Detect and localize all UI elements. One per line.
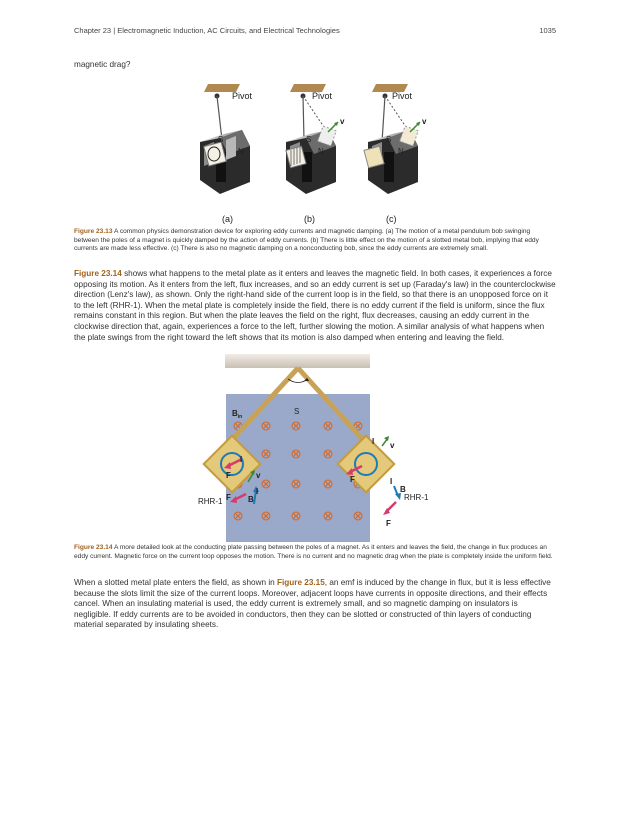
south-label-a: S — [218, 135, 224, 144]
figure-23-13-caption — [74, 228, 556, 254]
force-label-left-2: F — [226, 493, 231, 502]
part-label-b: (b) — [304, 214, 315, 224]
figure-23-14 — [190, 354, 440, 544]
current-label-left-2: I — [256, 487, 259, 496]
velocity-label-b: v — [340, 117, 345, 126]
north-label-c: N — [398, 147, 404, 156]
rhr-label-right: RHR-1 — [404, 493, 429, 502]
paragraph-1-text: shows what happens to the metal plate as it enters and leaves the magnetic field. In both cases, it experiences a force opposing its motion. As it enters from the left, flux increases, and so an eddy current is set up (Faraday's law) in the counterclockwise direction (Lenz's law), as shown. Only the right-hand side of the current loop is in the field, so that there is an unopposed force on it to the left (RHR-1). When the metal plate is completely inside the field, there is no eddy current if the field is uniform, since the flux remains constant in this region. But when the plate leaves the field on the right, flux decreases, causing an eddy current in the clockwise direction that, again, experiences a force to the left, further slowing the motion. A similar analysis of what happens when the plate swings from the right toward the left shows that its motion is also damped when entering and leaving the field. — [74, 269, 556, 342]
velocity-label-left: v — [256, 471, 261, 480]
field-subscript: in — [237, 414, 243, 420]
field-label-right: B — [400, 485, 406, 494]
pendulum-a — [200, 84, 253, 224]
page-header — [74, 26, 556, 35]
page-number: 1035 — [539, 26, 556, 35]
pendulum-b — [286, 84, 345, 224]
figure-23-15-link[interactable]: Figure 23.15 — [276, 578, 325, 587]
current-label-left: I — [240, 455, 243, 464]
force-label-right-2: F — [386, 519, 391, 528]
figure-23-13 — [190, 82, 440, 226]
figure-label: Figure 23.14 — [74, 544, 113, 551]
chapter-title: Chapter 23 | Electromagnetic Induction, AC Circuits, and Electrical Technologies — [74, 26, 340, 35]
part-label-c: (c) — [386, 214, 397, 224]
intro-text: magnetic drag? — [74, 60, 131, 69]
velocity-label-right: v — [390, 441, 395, 450]
north-label-b: N — [318, 147, 324, 156]
pivot-label-c: Pivot — [392, 91, 413, 101]
paragraph-1 — [74, 269, 556, 343]
paragraph-2-before: When a slotted metal plate enters the field, as shown in — [74, 578, 277, 587]
field-symbol: B — [232, 409, 238, 418]
part-label-a: (a) — [222, 214, 233, 224]
pivot-label-b: Pivot — [312, 91, 333, 101]
current-label-right: I — [372, 437, 375, 446]
pivot-label-a: Pivot — [232, 91, 253, 101]
rhr-label-left: RHR-1 — [198, 497, 223, 506]
figure-23-14-link[interactable]: Figure 23.14 — [74, 269, 122, 278]
south-pole-label: S — [294, 407, 300, 416]
current-label-right-2: I — [390, 477, 393, 486]
figure-label: Figure 23.13 — [74, 228, 113, 235]
caption-text: A more detailed look at the conducting plate passing between the poles of a magnet. As it enters and leaves the field, the change in flux produces an eddy current. Magnetic force on the current loop opposes the motion. There is no current and no magnetic drag when the plate is completely inside the uniform field. — [74, 544, 553, 560]
caption-text: A common physics demonstration device for exploring eddy currents and magnetic damping. (a) The motion of a metal pendulum bob swinging between the poles of a magnet is quickly damped by the action of eddy currents. (b) There is little effect on the motion of a slotted metal bob, implying that eddy currents are made less effective. (c) There is also no magnetic damping on a nonconducting bob, since the eddy currents are extremely small. — [74, 228, 539, 253]
south-label-b: S — [306, 135, 312, 144]
field-label-left: B — [248, 495, 254, 504]
pendulum-c — [364, 84, 427, 224]
force-label-right: F — [350, 475, 355, 484]
velocity-label-c: v — [422, 117, 427, 126]
figure-23-14-caption — [74, 544, 556, 561]
south-label-c: S — [386, 135, 392, 144]
paragraph-2-after: , an emf is induced by the change in flux, but it is less effective because the slots limit the size of the current loops. Moreover, adjacent loops have currents in opposite directions, and their effects cancel. When an insulating material is used, the eddy current is extremely small, and so magnetic damping on insulators is negligible. If eddy currents are to be avoided in conductors, then they can be slotted or constructed of thin layers of conducting material separated by insulating sheets. — [74, 578, 551, 630]
force-label-left: F — [226, 471, 231, 480]
paragraph-2 — [74, 578, 556, 631]
north-label-a: N — [238, 147, 244, 156]
